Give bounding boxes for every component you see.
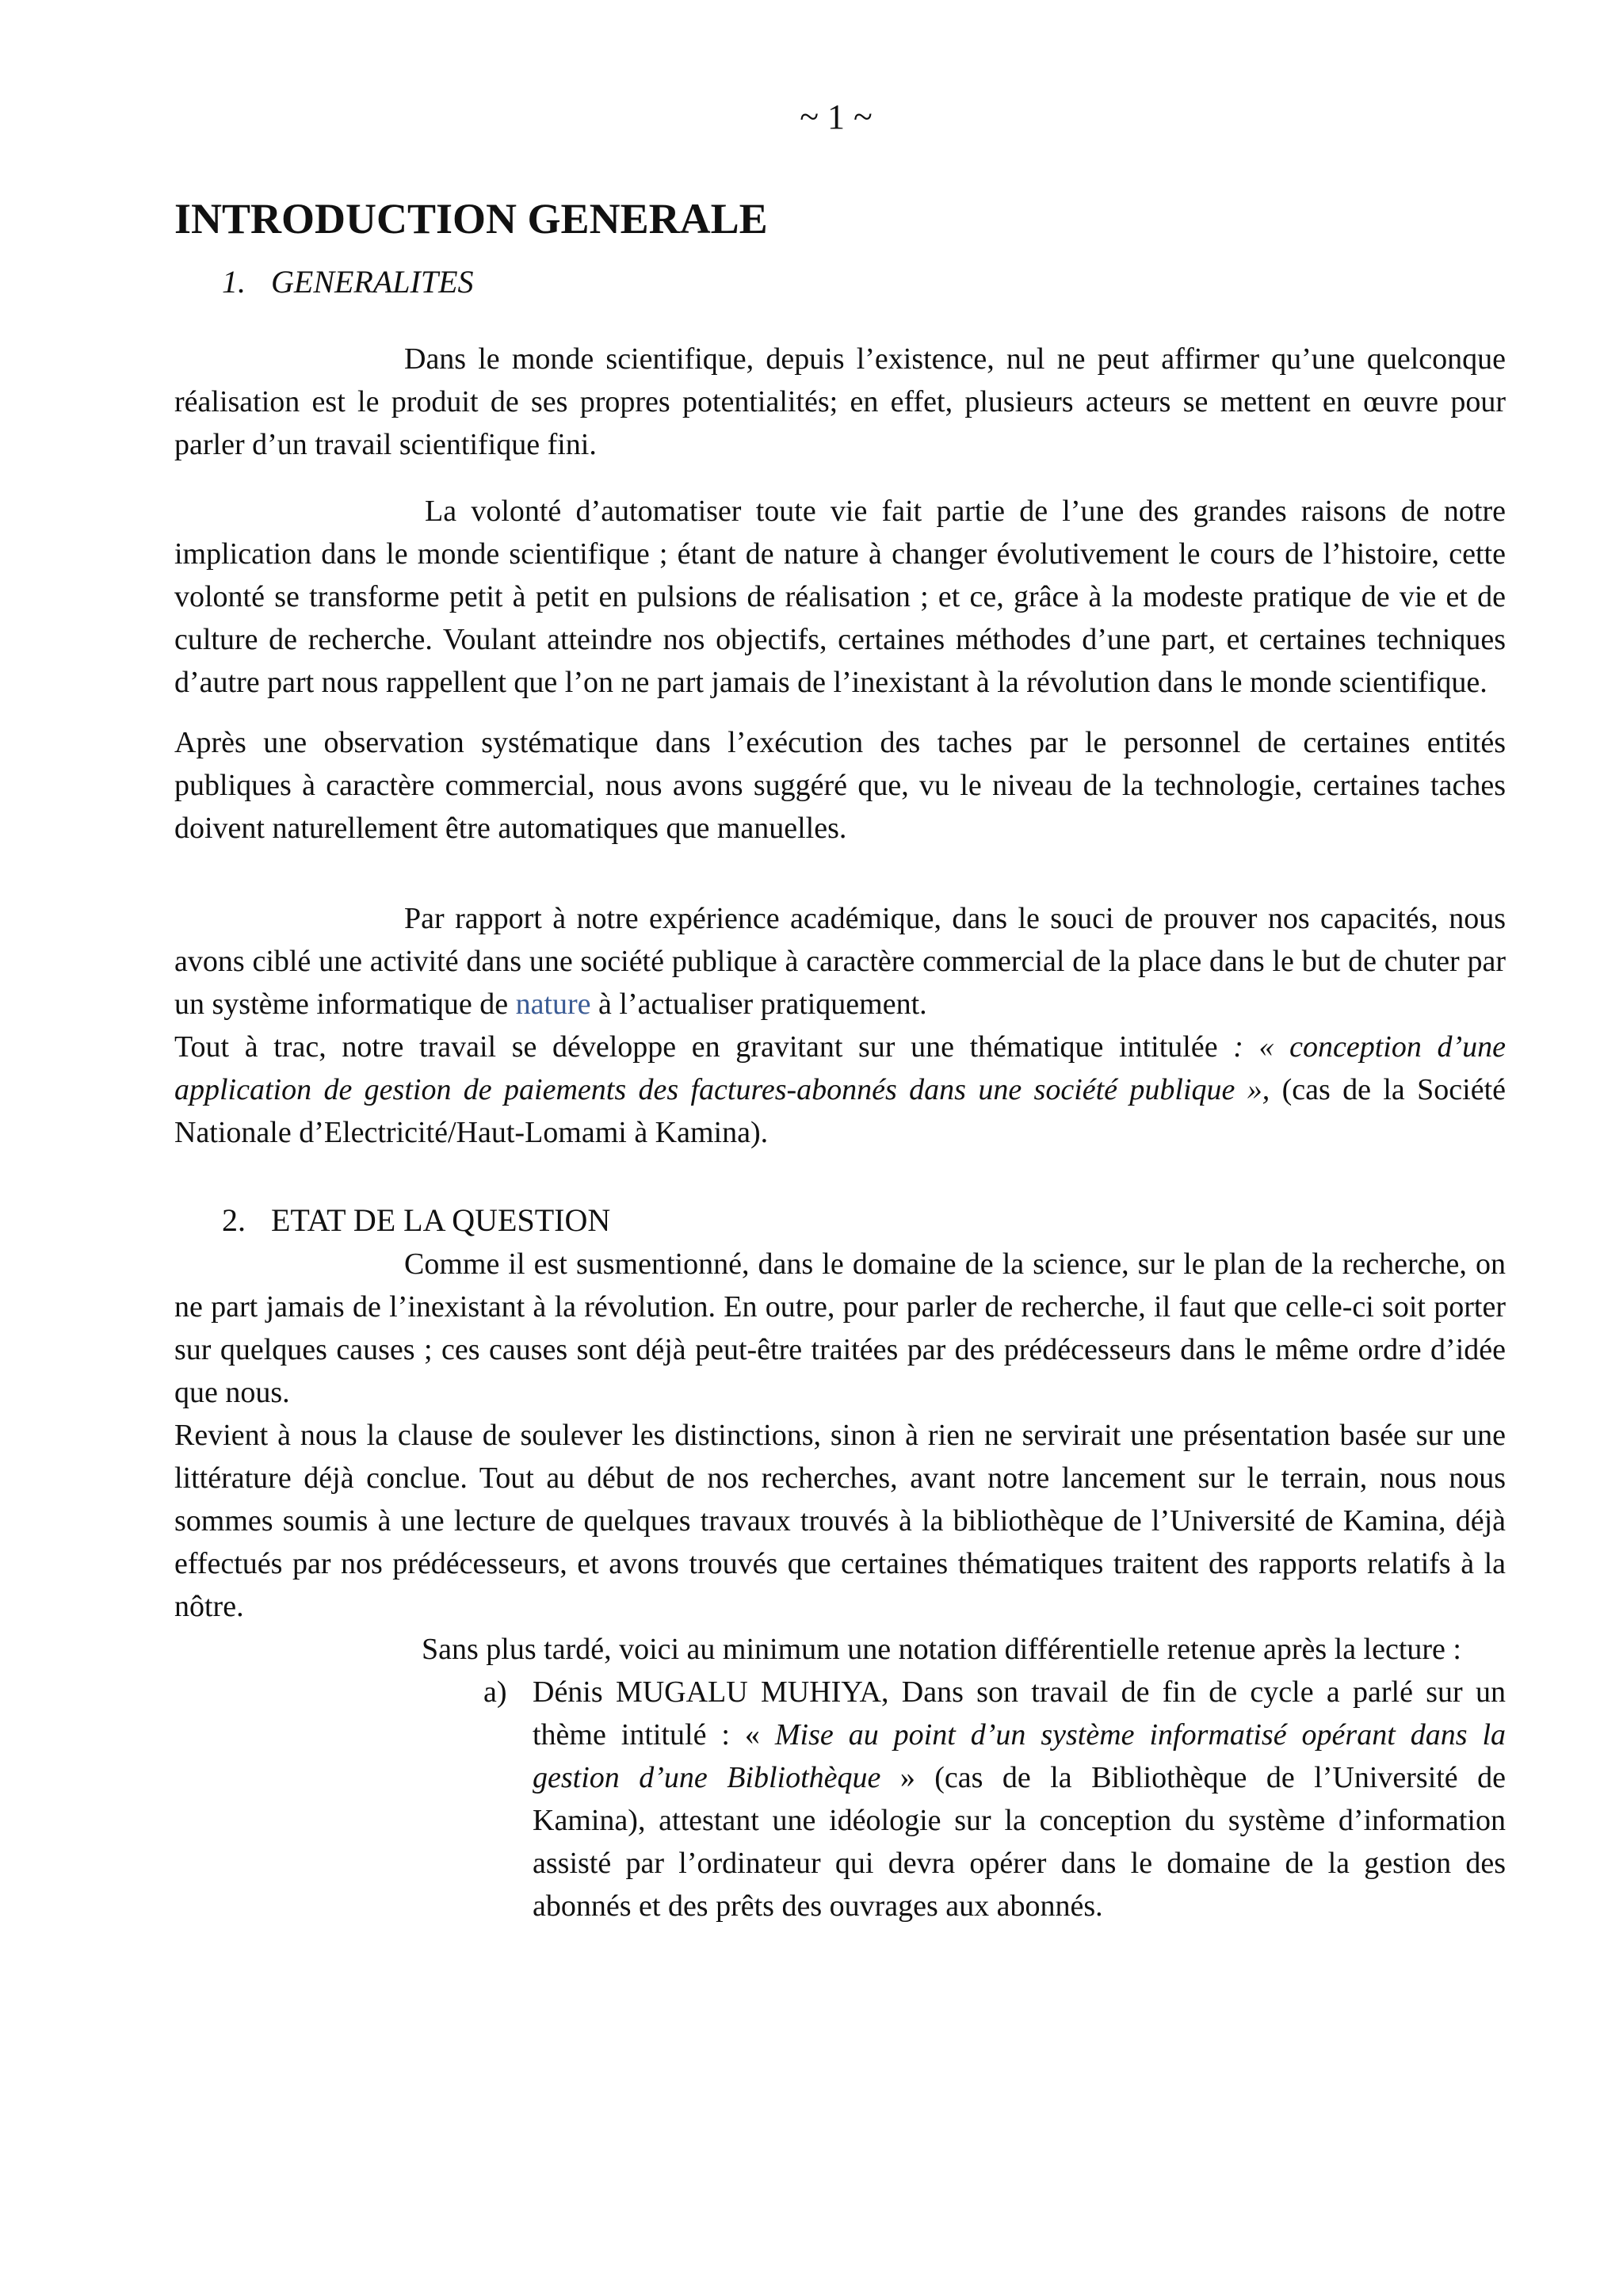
section-number: 2. <box>222 1202 246 1238</box>
paragraph-text: Par rapport à notre expérience académique, dans le souci de prouver nos capacités, nous avons ciblé une activité dans une société publique à caractère commercial de la place dans le but de chuter par un système informatique de <box>174 902 1506 1021</box>
paragraph: Revient à nous la clause de soulever les distinctions, sinon à rien ne servirait une présentation basée sur une littérature déjà conclue. Tout au début de nos recherches, avant notre lancement sur le terrain, nous nous sommes soumis à une lecture de quelques travaux trouvés à la bibliothèque de l’Université de Kamina, déjà effectués par nos prédécesseurs, et avons trouvés que certaines thématiques traitent des rapports relatifs à la nôtre. <box>174 1419 1506 1623</box>
paragraph <box>174 897 1506 1026</box>
list-item <box>483 1671 1507 1927</box>
thesis-title: : « conception d’une application de gestion de paiements des factures-abonnés dans une société publique », <box>174 1030 1506 1106</box>
list-text: Dénis MUGALU MUHIYA, Dans son travail de fin de cycle a parlé sur un thème intitulé : « <box>533 1675 1506 1752</box>
page-number: ~ 1 ~ <box>800 97 873 136</box>
section-title: ETAT DE LA QUESTION <box>271 1202 611 1238</box>
paragraph-text: à l’actualiser pratiquement. <box>590 988 927 1021</box>
document-body <box>174 190 1506 1927</box>
document-title: INTRODUCTION GENERALE <box>174 195 768 243</box>
list-text: » (cas de la Bibliothèque de l’Université de Kamina), attestant une idéologie sur la conception du système d’information assisté par l’ordinateur qui devra opérer dans le domaine de la gestion des abonnés et des prêts des ouvrages aux abonnés. <box>533 1761 1506 1923</box>
list-italic-title: Mise au point d’un système informatisé opérant dans la gestion d’une Bibliothèque <box>533 1718 1507 1794</box>
section-title: GENERALITES <box>271 264 474 300</box>
section-number: 1. <box>222 264 246 300</box>
paragraph-text: Tout à trac, notre travail se développe en gravitant sur une thématique intitulée <box>174 1030 1234 1064</box>
list-marker: a) <box>483 1675 507 1709</box>
paragraph <box>174 1026 1506 1154</box>
paragraph: Sans plus tardé, voici au minimum une notation différentielle retenue après la lecture : <box>422 1633 1461 1666</box>
paragraph: La volonté d’automatiser toute vie fait partie de l’une des grandes raisons de notre implication dans le monde scientifique ; étant de nature à changer évolutivement le cours de l’histoire, cette volonté se transforme petit à petit en pulsions de réalisation ; et ce, grâce à la modeste pratique de vie et de culture de recherche. Voulant atteindre nos objectifs, certaines méthodes d’une part, et certaines techniques d’autre part nous rappellent que l’on ne part jamais de l’inexistant à la révolution dans le monde scientifique. <box>174 495 1506 699</box>
section-heading-etat-question <box>222 1198 1506 1243</box>
nature-link[interactable]: nature <box>515 988 591 1021</box>
paragraph: Dans le monde scientifique, depuis l’existence, nul ne peut affirmer qu’une quelconque réalisation est le produit de ses propres potentialités; en effet, plusieurs acteurs se mettent en œuvre pour parler d’un travail scientifique fini. <box>174 342 1506 461</box>
paragraph-text: (cas de la Société Nationale d’Electricité/Haut-Lomami à Kamina). <box>174 1073 1506 1149</box>
paragraph: Après une observation systématique dans l’exécution des taches par le personnel de certaines entités publiques à caractère commercial, nous avons suggéré que, vu le niveau de la technologie, certaines taches doivent naturellement être automatiques que manuelles. <box>174 726 1506 845</box>
section-heading-generalites <box>222 260 1506 304</box>
paragraph: Comme il est susmentionné, dans le domaine de la science, sur le plan de la recherche, on ne part jamais de l’inexistant à la révolution. En outre, pour parler de recherche, il faut que celle-ci soit porter sur quelques causes ; ces causes sont déjà peut-être traitées par des prédécesseurs dans le même ordre d’idée que nous. <box>174 1247 1506 1409</box>
